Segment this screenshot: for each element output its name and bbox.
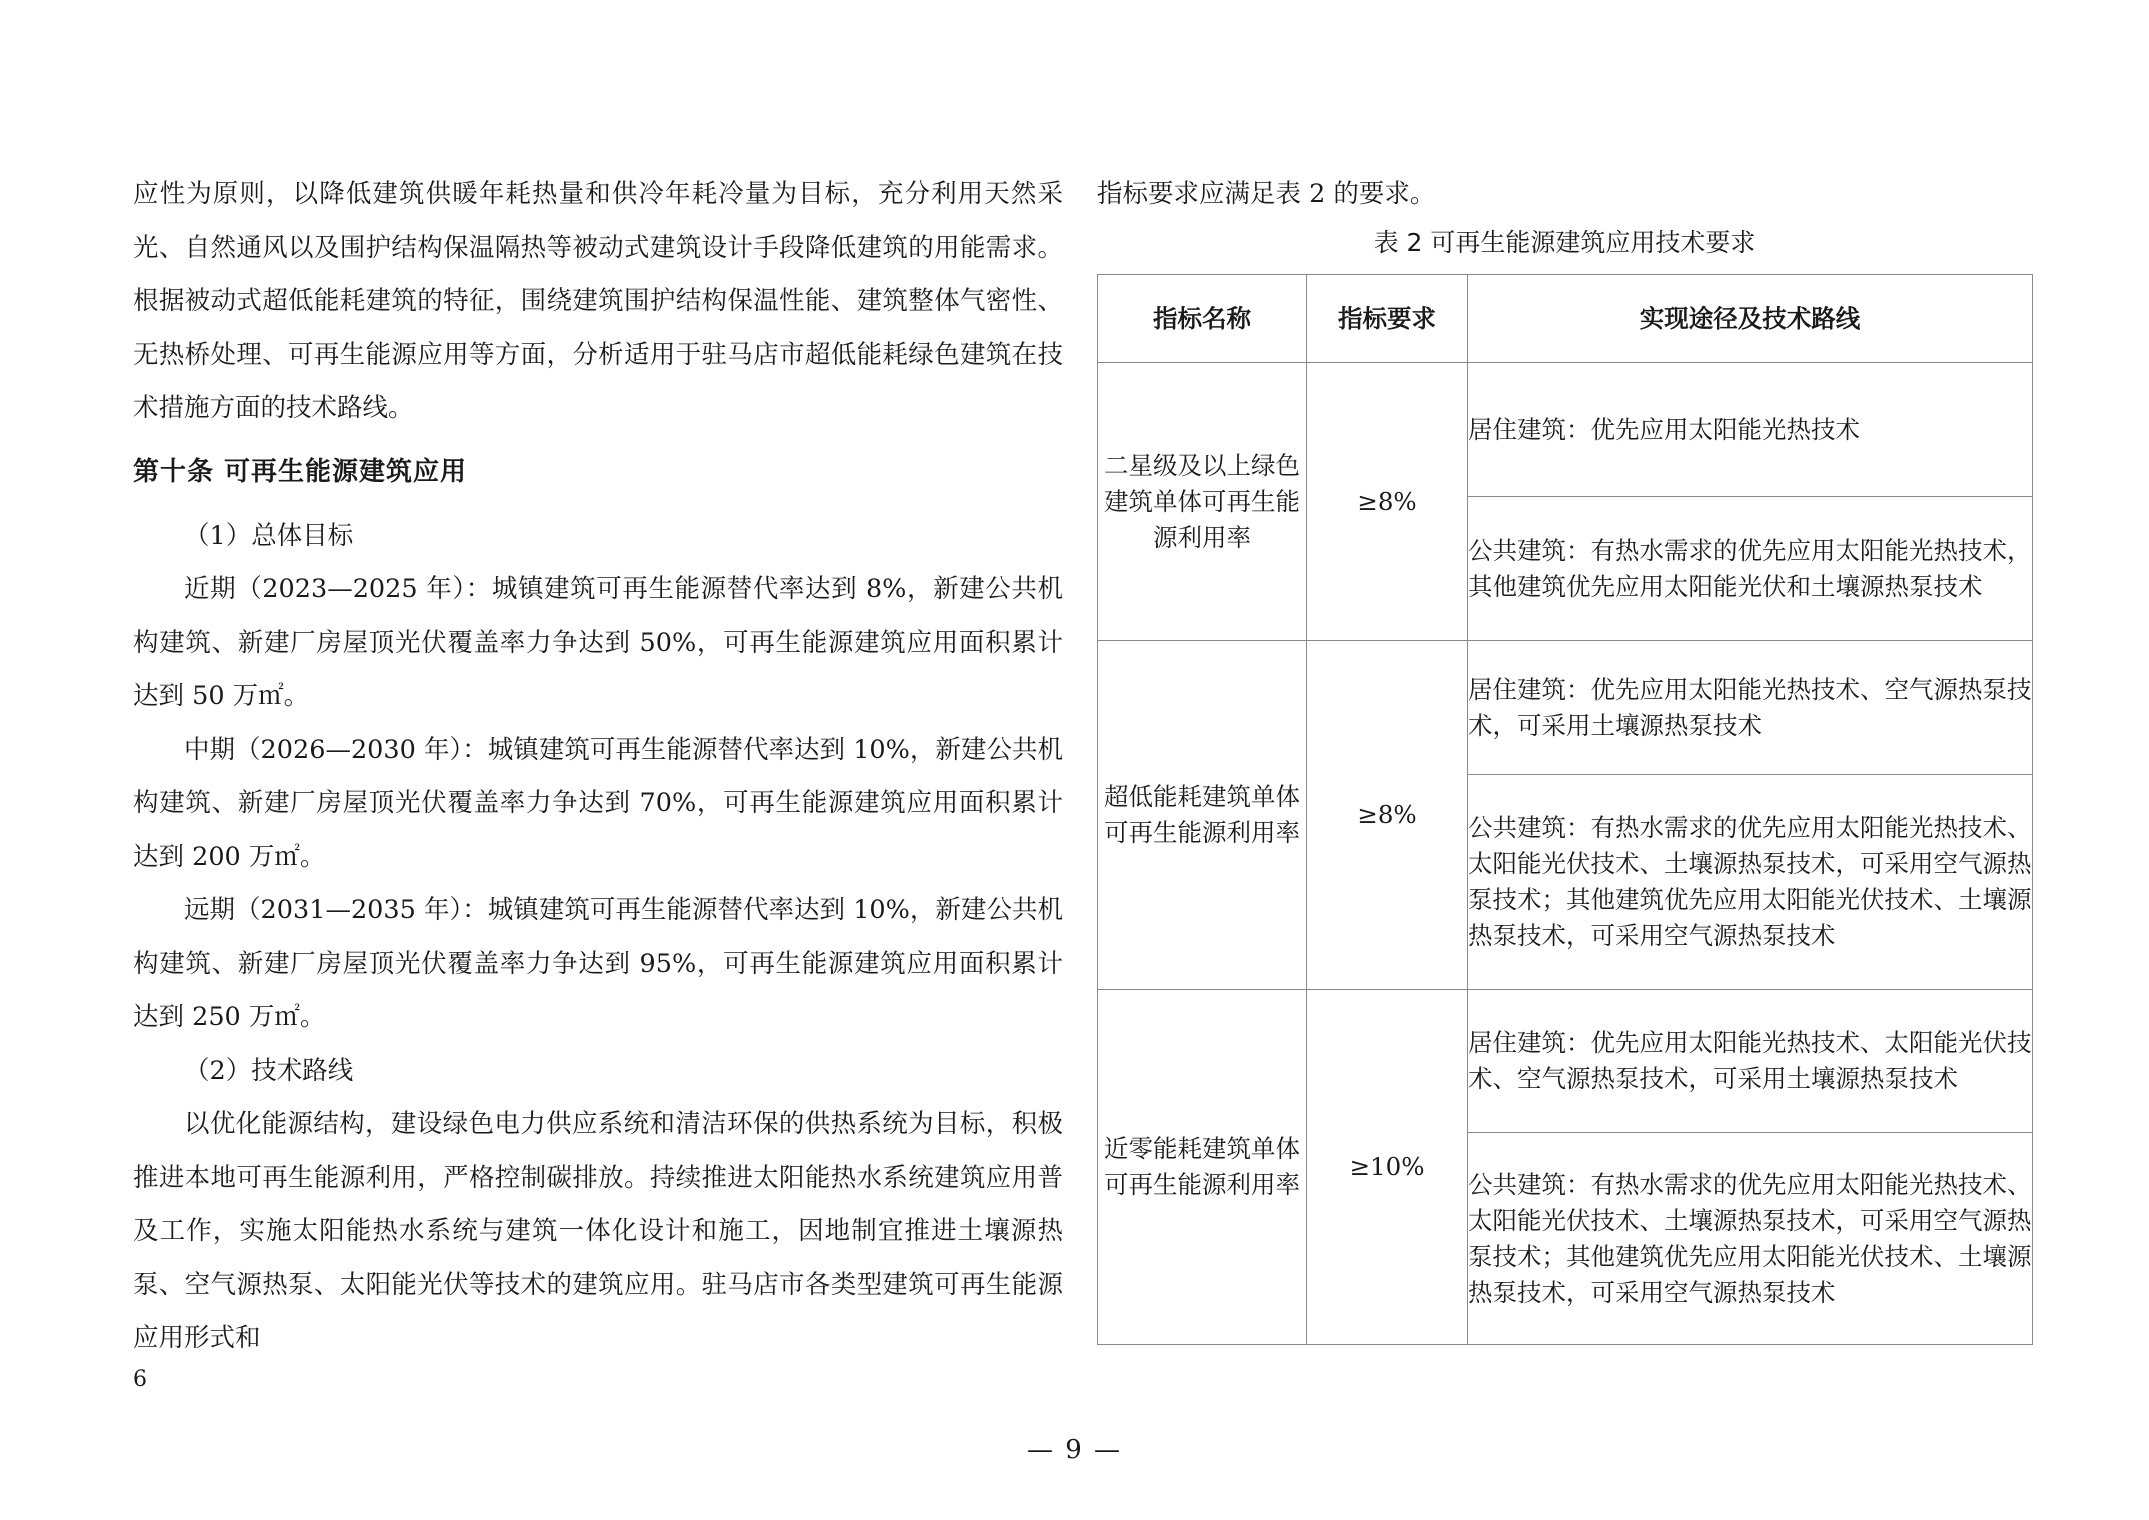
table-header-row: [1098, 275, 2033, 363]
residential-route-cell: 居住建筑：优先应用太阳能光热技术: [1468, 363, 2033, 497]
subheading-tech-route: （2）技术路线: [184, 1055, 354, 1086]
residential-route-cell: 居住建筑：优先应用太阳能光热技术、太阳能光伏技术、空气源热泵技术，可采用土壤源热泵技术: [1468, 990, 2033, 1133]
public-route-cell: 公共建筑：有热水需求的优先应用太阳能光热技术、太阳能光伏技术、土壤源热泵技术，可采用空气源热泵技术；其他建筑优先应用太阳能光伏技术、土壤源热泵技术，可采用空气源热泵技术: [1468, 775, 2033, 990]
table-title: 表 2 可再生能源建筑应用技术要求: [1373, 228, 1756, 257]
near-term-paragraph: 近期（2023—2025 年）：城镇建筑可再生能源替代率达到 8%，新建公共机构建筑、新建厂房屋顶光伏覆盖率力争达到 50%，可再生能源建筑应用面积累计达到 50 万㎡。: [133, 574, 1063, 711]
indicator-requirement-cell: ≥8%: [1307, 363, 1468, 641]
table-row: [1098, 641, 2033, 775]
indicator-requirement-cell: ≥8%: [1307, 641, 1468, 990]
residential-route-cell: 居住建筑：优先应用太阳能光热技术、空气源热泵技术，可采用土壤源热泵技术: [1468, 641, 2033, 775]
public-route-cell: 公共建筑：有热水需求的优先应用太阳能光热技术，其他建筑优先应用太阳能光伏和土壤源热泵技术: [1468, 497, 2033, 641]
indicator-requirement-cell: ≥10%: [1307, 990, 1468, 1345]
table-intro: 指标要求应满足表 2 的要求。: [1097, 179, 1436, 209]
public-route-cell: 公共建筑：有热水需求的优先应用太阳能光热技术、太阳能光伏技术、土壤源热泵技术，可采用空气源热泵技术；其他建筑优先应用太阳能光伏技术、土壤源热泵技术，可采用空气源热泵技术: [1468, 1133, 2033, 1345]
table-row: [1098, 990, 2033, 1133]
indicator-name-cell: 二星级及以上绿色建筑单体可再生能源利用率: [1098, 363, 1307, 641]
left-column: [133, 168, 1063, 1366]
inner-page-number: 6: [133, 1367, 147, 1392]
requirements-table: [1097, 274, 2033, 1345]
right-column: [1097, 168, 2032, 1307]
header-technical-route: 实现途径及技术路线: [1468, 275, 2033, 363]
indicator-name-cell: 超低能耗建筑单体可再生能源利用率: [1098, 641, 1307, 990]
page-number: — 9 —: [1026, 1435, 1123, 1465]
indicator-name-cell: 近零能耗建筑单体可再生能源利用率: [1098, 990, 1307, 1345]
header-indicator-name: 指标名称: [1098, 275, 1307, 363]
subheading-overall-goal: （1）总体目标: [184, 520, 354, 551]
long-term-paragraph: 远期（2031—2035 年）：城镇建筑可再生能源替代率达到 10%，新建公共机构建筑、新建厂房屋顶光伏覆盖率力争达到 95%，可再生能源建筑应用面积累计达到 250 万㎡。: [133, 895, 1063, 1032]
tech-route-paragraph: 以优化能源结构，建设绿色电力供应系统和清洁环保的供热系统为目标，积极推进本地可再生能源利用，严格控制碳排放。持续推进太阳能热水系统建筑应用普及工作，实施太阳能热水系统与建筑一体化设计和施工，因地制宜推进土壤源热泵、空气源热泵、太阳能光伏等技术的建筑应用。驻马店市各类型建筑可再生能源应用形式和: [133, 1109, 1063, 1353]
section-heading: 第十条 可再生能源建筑应用: [133, 456, 468, 487]
body-paragraph: 应性为原则，以降低建筑供暖年耗热量和供冷年耗冷量为目标，充分利用天然采光、自然通风以及围护结构保温隔热等被动式建筑设计手段降低建筑的用能需求。根据被动式超低能耗建筑的特征，围绕建筑围护结构保温性能、建筑整体气密性、无热桥处理、可再生能源应用等方面，分析适用于驻马店市超低能耗绿色建筑在技术措施方面的技术路线。: [133, 179, 1063, 423]
mid-term-paragraph: 中期（2026—2030 年）：城镇建筑可再生能源替代率达到 10%，新建公共机构建筑、新建厂房屋顶光伏覆盖率力争达到 70%，可再生能源建筑应用面积累计达到 200 万㎡。: [133, 734, 1063, 872]
header-indicator-requirement: 指标要求: [1307, 275, 1468, 363]
table-row: [1098, 363, 2033, 497]
